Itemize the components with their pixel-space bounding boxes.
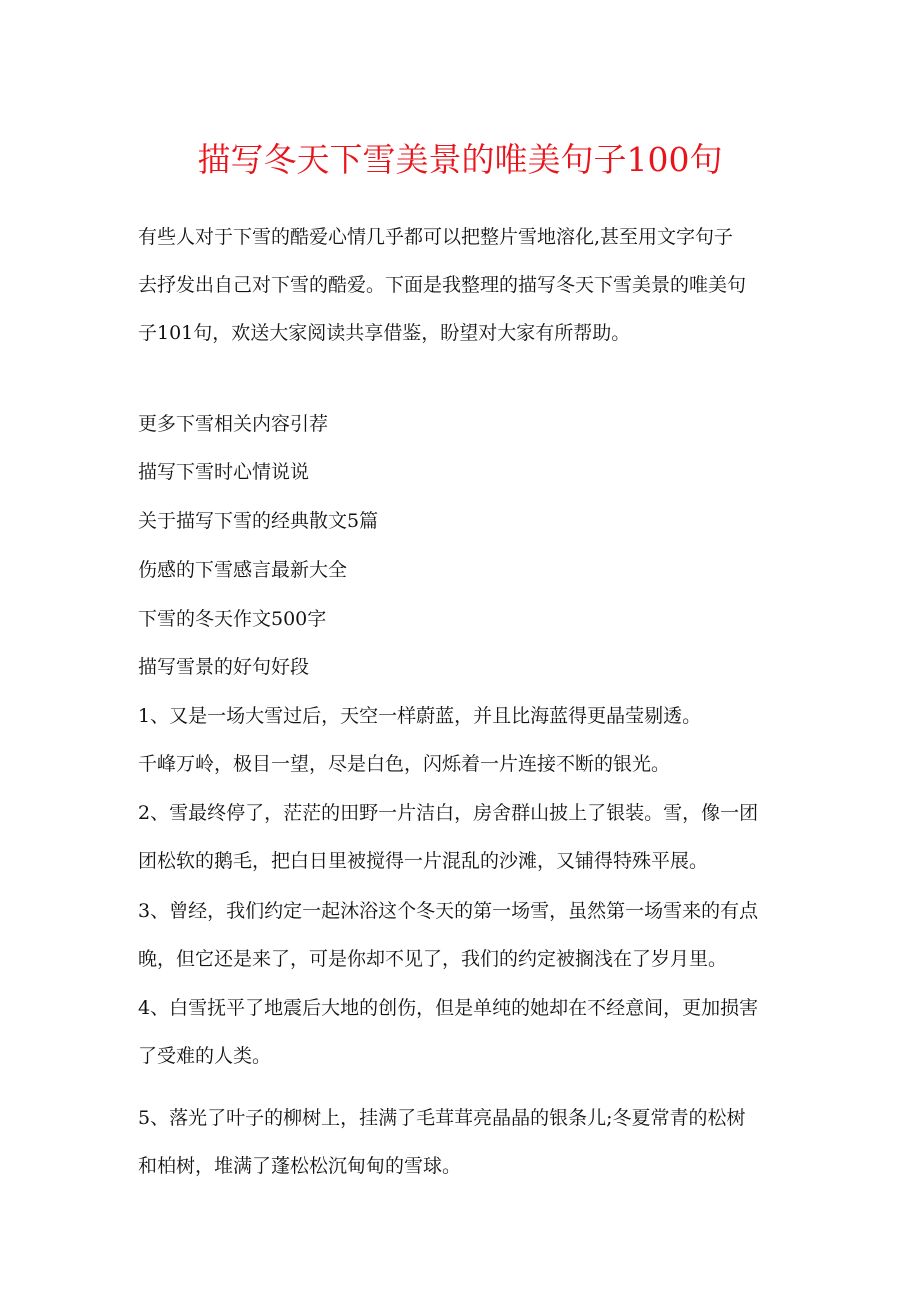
sentence-3-line-1: 3、曾经，我们约定一起沐浴这个冬天的第一场雪，虽然第一场雪来的有点 bbox=[138, 900, 759, 922]
sentence-4-line-1: 4、白雪抚平了地震后大地的创伤，但是单纯的她却在不经意间，更加损害 bbox=[138, 997, 759, 1019]
document-title: 描写冬天下雪美景的唯美句子100句 bbox=[197, 140, 723, 179]
related-link-2[interactable]: 关于描写下雪的经典散文5篇 bbox=[138, 510, 379, 532]
sentence-2-line-2: 团松软的鹅毛，把白日里被搅得一片混乱的沙滩，又铺得特殊平展。 bbox=[138, 850, 709, 872]
sentence-5-line-1: 5、落光了叶子的柳树上，挂满了毛茸茸亮晶晶的银条儿;冬夏常青的松树 bbox=[138, 1107, 746, 1129]
related-link-4[interactable]: 下雪的冬天作文500字 bbox=[138, 608, 327, 630]
related-heading: 更多下雪相关内容引荐 bbox=[138, 413, 329, 435]
sentence-1-line-1: 1、又是一场大雪过后，天空一样蔚蓝，并且比海蓝得更晶莹剔透。 bbox=[138, 705, 702, 727]
related-link-3[interactable]: 伤感的下雪感言最新大全 bbox=[138, 559, 348, 581]
intro-line-2: 去抒发出自己对下雪的酷爱。下面是我整理的描写冬天下雪美景的唯美句 bbox=[138, 274, 747, 296]
related-link-5[interactable]: 描写雪景的好句好段 bbox=[138, 656, 310, 678]
sentence-4-line-2: 了受难的人类。 bbox=[138, 1045, 272, 1067]
sentence-1-line-2: 千峰万岭，极目一望，尽是白色，闪烁着一片连接不断的银光。 bbox=[138, 753, 671, 775]
intro-line-1: 有些人对于下雪的酷爱心情几乎都可以把整片雪地溶化,甚至用文字句子 bbox=[138, 226, 734, 248]
sentence-2-line-1: 2、雪最终停了，茫茫的田野一片洁白，房舍群山披上了银装。雪，像一团 bbox=[138, 802, 759, 824]
related-link-1[interactable]: 描写下雪时心情说说 bbox=[138, 461, 310, 483]
intro-line-3: 子101句，欢送大家阅读共享借鉴，盼望对大家有所帮助。 bbox=[138, 322, 631, 344]
sentence-5-line-2: 和柏树，堆满了蓬松松沉甸甸的雪球。 bbox=[138, 1155, 462, 1177]
sentence-3-line-2: 晚，但它还是来了，可是你却不见了，我们的约定被搁浅在了岁月里。 bbox=[138, 948, 728, 970]
